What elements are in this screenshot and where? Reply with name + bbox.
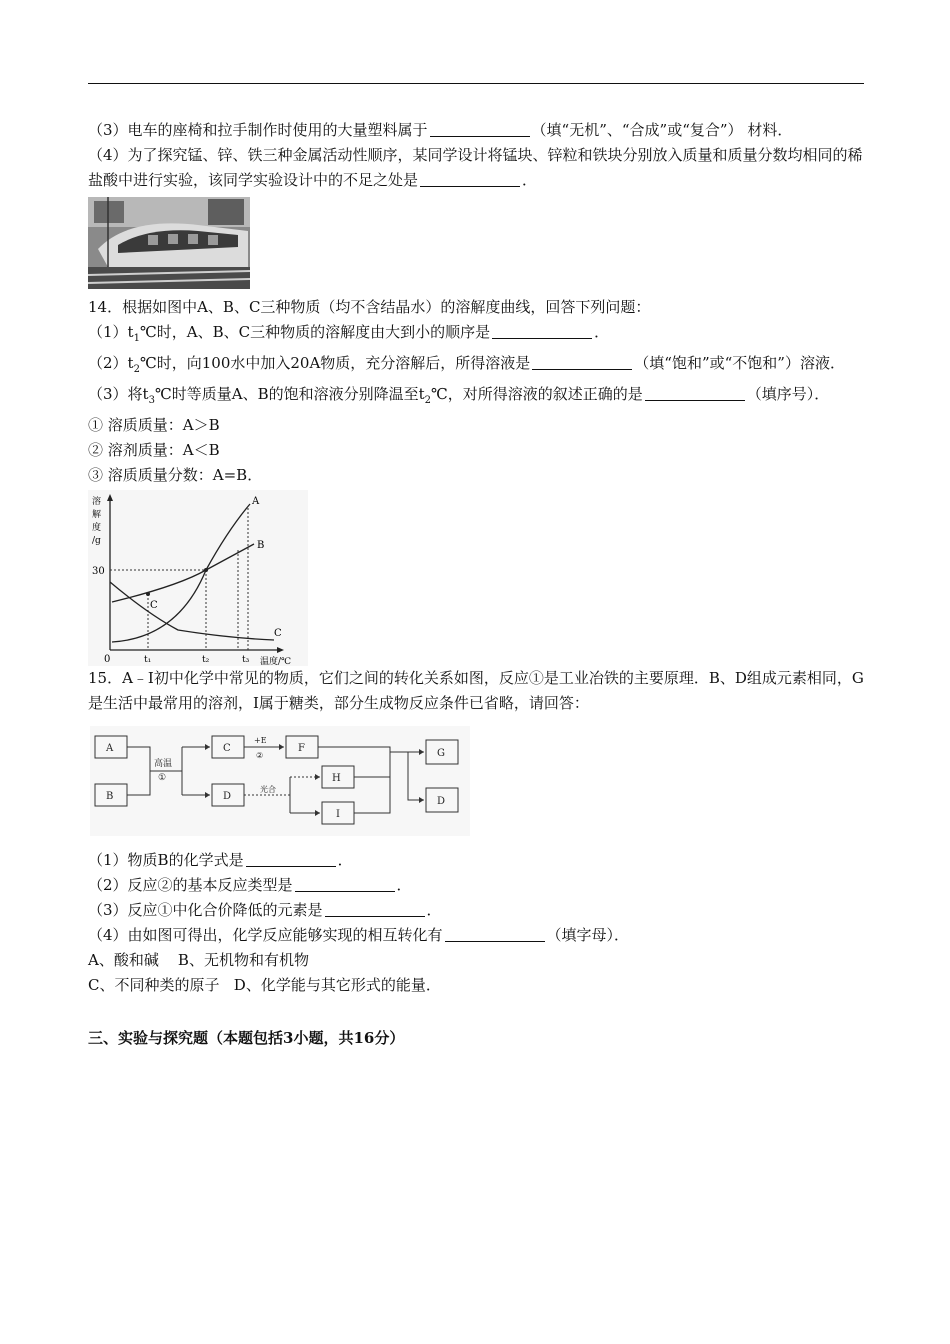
q13-part4-end: ． bbox=[522, 171, 538, 189]
q14-part3-text2: ℃时等质量A、B的饱和溶液分别降温至t bbox=[154, 385, 425, 403]
q14-part1-text2: ℃时，A、B、C三种物质的溶解度由大到小的顺序是 bbox=[139, 323, 491, 341]
q14-stem: 14．根据如图中A、B、C三种物质（均不含结晶水）的溶解度曲线，回答下列问题： bbox=[88, 298, 651, 316]
solubility-chart bbox=[88, 490, 308, 666]
q14-part1-text: （1）t bbox=[88, 323, 134, 341]
q14-option-2: ② 溶剂质量：A＜B bbox=[88, 441, 220, 459]
edge-label-e: +E bbox=[254, 736, 267, 745]
q15-part4 bbox=[88, 923, 864, 948]
q13-part3-text: （3）电车的座椅和拉手制作时使用的大量塑料属于 bbox=[88, 121, 428, 139]
q15-options-cd bbox=[88, 973, 864, 998]
q14-part2-text: （2）t bbox=[88, 354, 134, 372]
inner-label-c: C bbox=[150, 600, 158, 611]
node-f-label: F bbox=[298, 743, 305, 754]
y-axis-label: 溶 bbox=[92, 497, 102, 507]
q15-option-d: D、化学能与其它形式的能量． bbox=[233, 976, 441, 994]
q14-option-1: ① 溶质质量：A＞B bbox=[88, 416, 220, 434]
x-tick-label: t₂ bbox=[202, 655, 210, 665]
answer-blank[interactable] bbox=[246, 850, 336, 867]
q15-part2-end: ． bbox=[396, 876, 412, 894]
q13-part3-text-end: （填“无机”、“合成”或“复合”） 材料． bbox=[531, 121, 793, 139]
q13-part3 bbox=[88, 118, 864, 143]
q15-part2 bbox=[88, 873, 864, 898]
node-d-label: D bbox=[223, 791, 232, 802]
y-axis-label: /g bbox=[92, 536, 101, 546]
series-label-a: A bbox=[252, 496, 260, 507]
q15-option-a: A、酸和碱 bbox=[88, 951, 159, 969]
subscript: 2 bbox=[424, 395, 431, 406]
q14-part3-text3: ℃，对所得溶液的叙述正确的是 bbox=[431, 385, 643, 403]
q15-part2-text: （2）反应②的基本反应类型是 bbox=[88, 876, 293, 894]
q14-option-3: ③ 溶质质量分数：A=B． bbox=[88, 466, 263, 484]
answer-blank[interactable] bbox=[645, 384, 745, 401]
y-axis-label: 度 bbox=[92, 523, 102, 533]
node-d2-label: D bbox=[437, 796, 446, 807]
origin-label: 0 bbox=[104, 654, 111, 665]
q15-part1-text: （1）物质B的化学式是 bbox=[88, 851, 244, 869]
answer-blank[interactable] bbox=[420, 170, 520, 187]
node-c-label: C bbox=[223, 743, 231, 754]
edge-label-1: ① bbox=[158, 773, 167, 783]
x-tick-label: t₃ bbox=[242, 655, 250, 665]
q14-part1 bbox=[88, 320, 864, 351]
q15-part1-end: ． bbox=[337, 851, 353, 869]
answer-blank[interactable] bbox=[295, 875, 395, 892]
q13-part4 bbox=[88, 143, 864, 193]
y-axis-label: 解 bbox=[92, 510, 102, 520]
tram-photo bbox=[88, 197, 250, 289]
node-a-label: A bbox=[106, 743, 114, 754]
node-b-label: B bbox=[106, 791, 114, 802]
series-label-b: B bbox=[257, 540, 265, 551]
q15-part3 bbox=[88, 898, 864, 923]
q15-option-c: C、不同种类的原子 bbox=[88, 976, 220, 994]
node-i-label: I bbox=[336, 809, 340, 820]
q15-option-b: B、无机物和有机物 bbox=[177, 951, 309, 969]
q15-part4-text: （4）由如图可得出，化学反应能够实现的相互转化有 bbox=[88, 926, 443, 944]
q15-part1 bbox=[88, 848, 864, 873]
q14-part2-text2: ℃时，向100水中加入20A物质，充分溶解后，所得溶液是 bbox=[139, 354, 531, 372]
conversion-diagram bbox=[90, 726, 470, 836]
answer-blank[interactable] bbox=[325, 900, 425, 917]
node-h-label: H bbox=[332, 773, 341, 784]
answer-blank[interactable] bbox=[532, 353, 632, 370]
y-tick-label: 30 bbox=[92, 566, 105, 577]
answer-blank[interactable] bbox=[430, 120, 530, 137]
edge-label-2: ② bbox=[256, 751, 264, 760]
section-heading: 三、实验与探究题（本题包括3小题，共16分） bbox=[88, 1029, 405, 1047]
q15-stem: 15．A﹣I初中化学中常见的物质，它们之间的转化关系如图，反应①是工业冶铁的主要原理．B、D组成元素相同，G是生活中最常用的溶剂，I属于糖类，部分生成物反应条件已省略，请回答： bbox=[88, 669, 864, 712]
answer-blank[interactable] bbox=[445, 925, 545, 942]
q14-part2 bbox=[88, 351, 864, 382]
subscript: 2 bbox=[133, 364, 140, 375]
x-axis-label: 温度/℃ bbox=[260, 657, 292, 666]
q15-part4-end: （填字母）． bbox=[546, 926, 630, 944]
subscript: 1 bbox=[133, 333, 140, 344]
subscript: 3 bbox=[148, 395, 155, 406]
answer-blank[interactable] bbox=[492, 322, 592, 339]
q15-part3-text: （3）反应①中化合价降低的元素是 bbox=[88, 901, 323, 919]
q15-options-ab bbox=[88, 948, 864, 973]
intersection-point bbox=[204, 568, 208, 572]
q14-part2-end: （填“饱和”或“不饱和”）溶液． bbox=[634, 354, 845, 372]
intersection-point bbox=[146, 592, 150, 596]
document-page bbox=[88, 118, 864, 1051]
q14-part3-text: （3）将t bbox=[88, 385, 149, 403]
q14-part3-end: （填序号）． bbox=[746, 385, 830, 403]
edge-label-photosynthesis: 光合 bbox=[260, 785, 276, 794]
x-tick-label: t₁ bbox=[144, 655, 152, 665]
edge-label-high-temp: 高温 bbox=[154, 759, 173, 769]
q13-part4-text: （4）为了探究锰、锌、铁三种金属活动性顺序，某同学设计将锰块、锌粒和铁块分别放入质量和质量分数均相同的稀盐酸中进行实验，该同学实验设计中的不足之处是 bbox=[88, 146, 863, 189]
series-label-c: C bbox=[274, 628, 282, 639]
q14-part1-end: ． bbox=[594, 323, 610, 341]
q15-part3-end: ． bbox=[426, 901, 442, 919]
node-g-label: G bbox=[437, 748, 445, 759]
header-rule bbox=[88, 83, 864, 84]
q14-part3 bbox=[88, 382, 864, 413]
